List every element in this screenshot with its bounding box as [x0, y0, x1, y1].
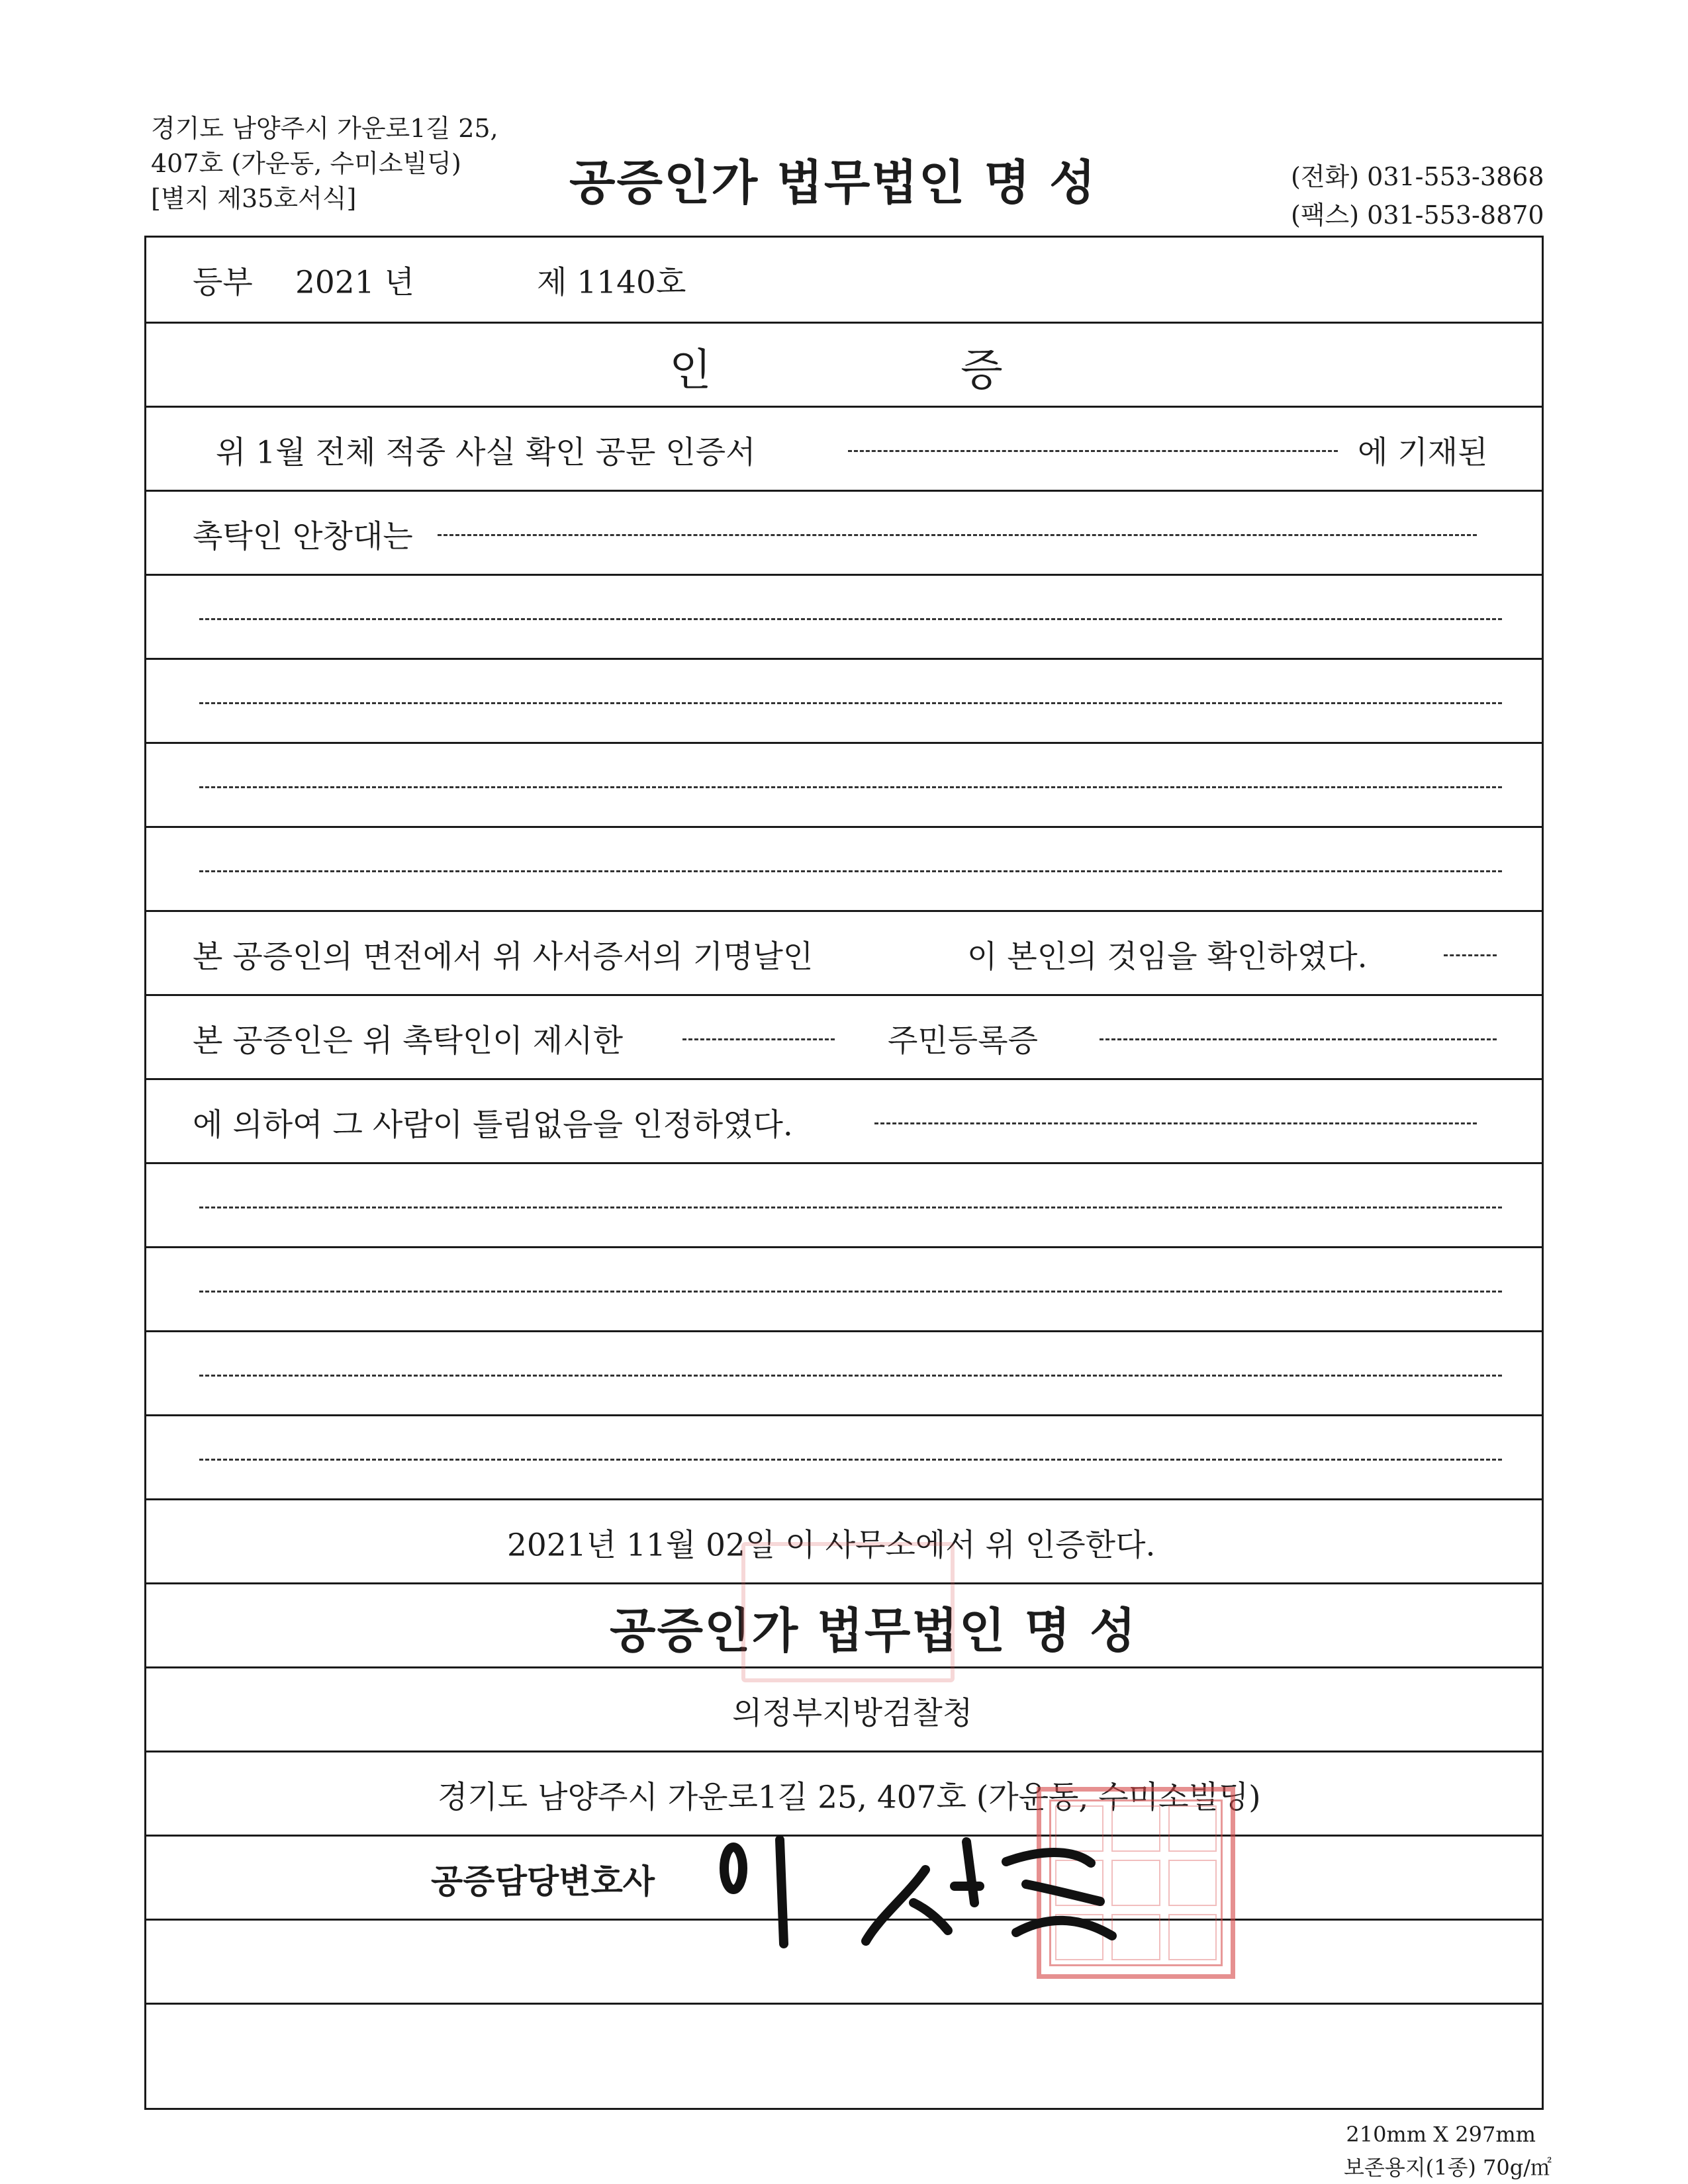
principal-line	[146, 490, 1542, 576]
firm-address: 경기도 남양주시 가운로1길 25, 407호 (가운동, 수미소빌딩)	[438, 1779, 1261, 1815]
registry-row	[146, 238, 1542, 322]
dash-filler	[1100, 1038, 1497, 1040]
paper-size: 210mm X 297mm	[1346, 2122, 1536, 2147]
registry-year: 2021 년	[295, 264, 414, 300]
header-contact	[1291, 158, 1544, 234]
firm-name: 공증인가 법무법인 명 성	[610, 1602, 1137, 1659]
signature-text-b: 이 본인의 것임을 확인하였다.	[967, 938, 1368, 975]
document-name: 위 1월 전체 적중 사실 확인 공문 인증서	[216, 434, 756, 471]
signature-text-a: 본 공증인의 면전에서 위 사서증서의 기명날인	[193, 938, 814, 975]
firm-title: 공증인가 법무법인 명 성	[569, 155, 1097, 210]
confirm-line	[146, 1078, 1542, 1164]
faint-seal-stamp	[741, 1542, 955, 1682]
dash-filler	[874, 1122, 1477, 1124]
dash-filler	[199, 1459, 1502, 1461]
registry-number: 제 1140호	[537, 264, 686, 300]
id-document: 주민등록증	[888, 1023, 1039, 1059]
prosecutor-office: 의정부지방검찰청	[732, 1695, 973, 1731]
paper-type: 보존용지(1종) 70g/㎡	[1344, 2155, 1552, 2180]
dash-filler	[438, 534, 1477, 536]
phone-number: (전화) 031-553-3868	[1291, 162, 1544, 191]
notary-label: 공증담당변호사	[431, 1862, 655, 1901]
dash-filler	[848, 450, 1338, 452]
dash-filler	[199, 870, 1502, 872]
dash-filler	[1444, 954, 1497, 956]
id-text-a: 본 공증인은 위 촉탁인이 제시한	[193, 1023, 623, 1059]
document-suffix: 에 기재된	[1358, 434, 1488, 471]
principal-text: 촉탁인 안창대는	[193, 518, 413, 555]
dash-filler	[199, 1206, 1502, 1208]
certification-date: 2021년 11월 02일 이 사무소에서 위 인증한다.	[507, 1527, 1156, 1563]
blank-line	[146, 574, 1542, 660]
paper-spec	[1344, 2118, 1552, 2184]
handwritten-signature	[715, 1823, 1125, 1956]
blank-line	[146, 826, 1542, 912]
dash-filler	[682, 1038, 835, 1040]
fax-number: (팩스) 031-553-8870	[1291, 201, 1544, 230]
blank-line	[146, 658, 1542, 744]
blank-row	[146, 2003, 1542, 2108]
confirm-text: 에 의하여 그 사람이 틀림없음을 인정하였다.	[193, 1107, 793, 1143]
blank-line	[146, 1246, 1542, 1332]
dash-filler	[199, 1291, 1502, 1293]
blank-line	[146, 1330, 1542, 1416]
cert-title-right: 증	[961, 344, 1003, 395]
cert-title-row	[146, 322, 1542, 408]
registry-label: 등부	[193, 264, 253, 300]
blank-line	[146, 1414, 1542, 1500]
id-line	[146, 994, 1542, 1080]
address-line-2: 407호 (가운동, 수미소빌딩)	[151, 149, 461, 178]
document-line	[146, 406, 1542, 492]
dash-filler	[199, 1375, 1502, 1377]
dash-filler	[199, 618, 1502, 620]
blank-line	[146, 742, 1542, 828]
form-number: [별지 제35호서식]	[151, 184, 357, 213]
dash-filler	[199, 702, 1502, 704]
address-line-1: 경기도 남양주시 가운로1길 25,	[151, 114, 498, 143]
blank-line	[146, 1162, 1542, 1248]
header-address	[151, 111, 498, 216]
signature-confirmation-line	[146, 910, 1542, 996]
dash-filler	[199, 786, 1502, 788]
cert-title-left: 인	[669, 344, 712, 395]
